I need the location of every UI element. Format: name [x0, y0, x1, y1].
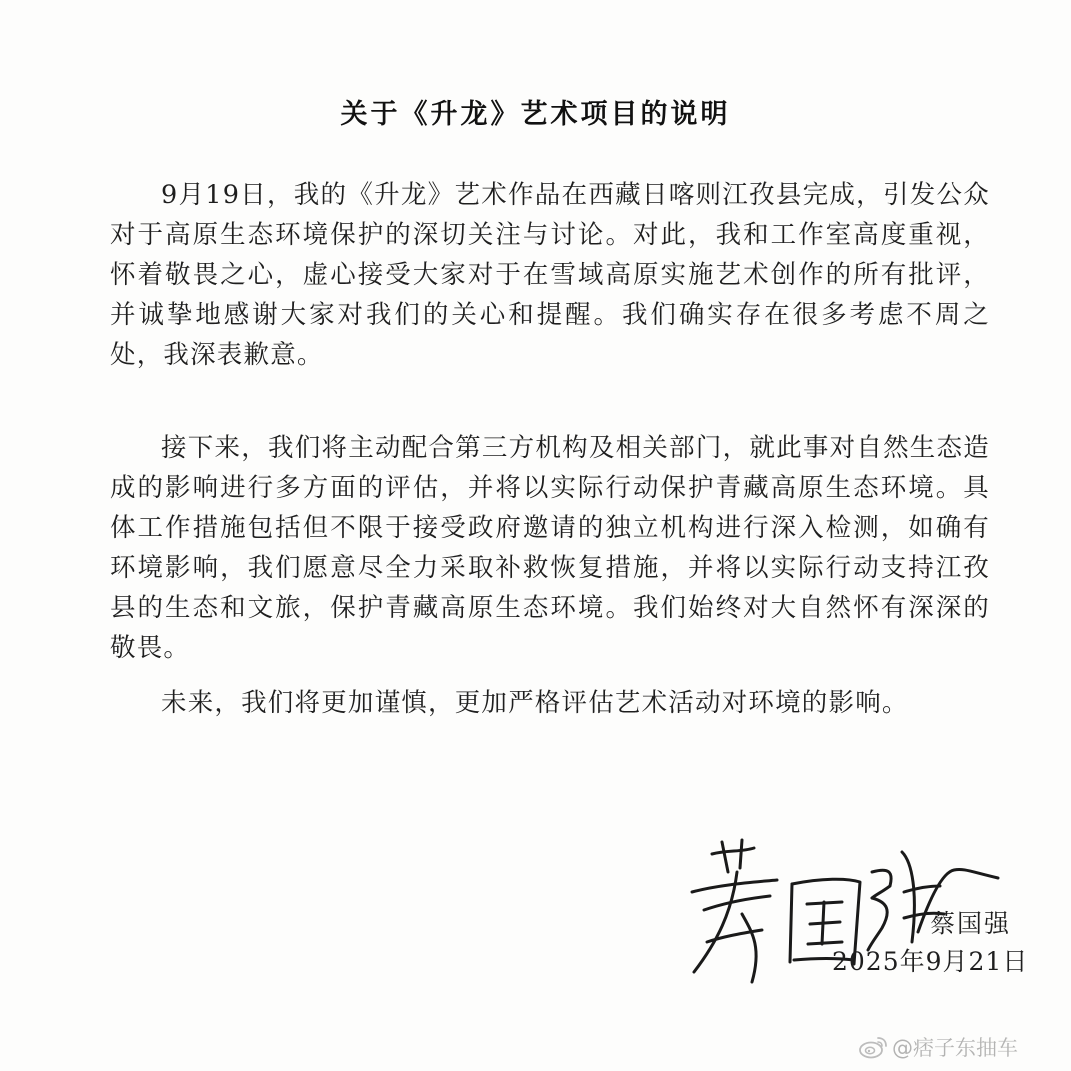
signature-date: 2025年9月21日 — [832, 947, 1029, 976]
weibo-icon — [858, 1035, 888, 1059]
paragraph-3: 未来，我们将更加谨慎，更加严格评估艺术活动对环境的影响。 — [161, 688, 909, 718]
paragraph-2: 接下来，我们将主动配合第三方机构及相关部门，就此事对自然生态造成的影响进行多方面的评估，并将以实际行动保护青藏高原生态环境。具体工作措施包括但不限于接受政府邀请的独立机构进行深入检测，如确有环境影响，我们愿意尽全力采取补救恢复措施，并将以实际行动支持江孜县的生态和文旅，保护青藏高原生态环境。我们始终对大自然怀有深深的敬畏。 — [110, 433, 990, 663]
watermark-text: @痞子东抽车 — [892, 1036, 1018, 1060]
signature-name: 蔡国强 — [930, 909, 1012, 938]
weibo-watermark — [858, 1032, 1018, 1062]
document-title: 关于《升龙》艺术项目的说明 — [340, 99, 731, 130]
paragraph-1: 9月19日，我的《升龙》艺术作品在西藏日喀则江孜县完成，引发公众对于高原生态环境保护的深切关注与讨论。对此，我和工作室高度重视，怀着敬畏之心，虚心接受大家对于在雪域高原实施艺术创作的所有批评，并诚挚地感谢大家对我们的关心和提醒。我们确实存在很多考虑不周之处，我深表歉意。 — [110, 180, 990, 370]
